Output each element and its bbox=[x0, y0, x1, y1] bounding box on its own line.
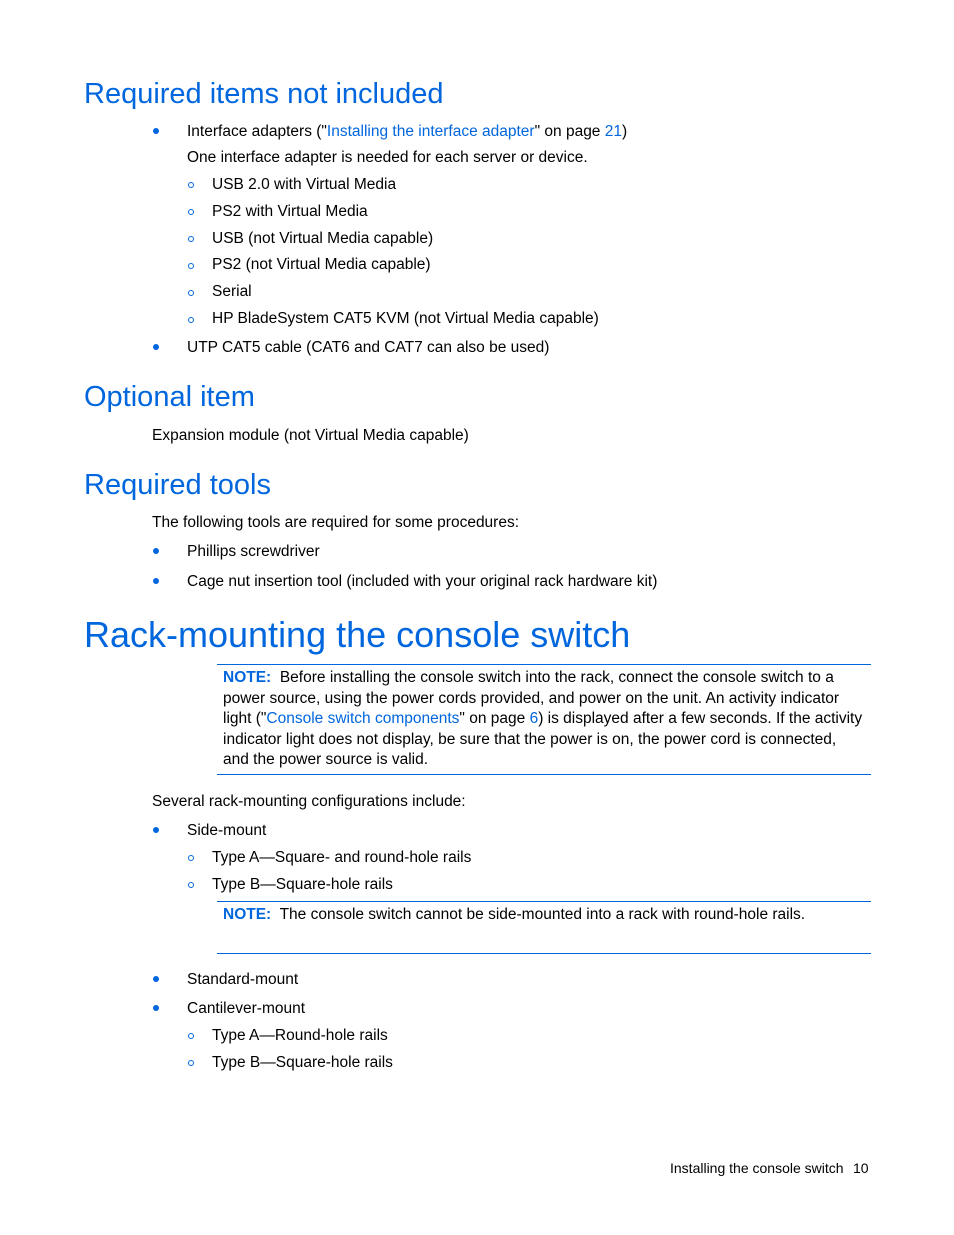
footer-page-number: 10 bbox=[853, 1160, 869, 1176]
list-item: Serial bbox=[212, 283, 252, 300]
list-item-side-mount: Side-mount bbox=[187, 822, 267, 839]
link-page-21[interactable]: 21 bbox=[604, 123, 622, 140]
bullet-icon bbox=[153, 548, 159, 554]
list-item-standard-mount: Standard-mount bbox=[187, 971, 299, 988]
list-item: Type A—Round-hole rails bbox=[212, 1027, 388, 1044]
circle-bullet-icon bbox=[188, 236, 194, 242]
list-item: Cage nut insertion tool (included with your original rack hardware kit) bbox=[187, 573, 658, 590]
list-item-cantilever-mount: Cantilever-mount bbox=[187, 1000, 306, 1017]
link-page-6[interactable]: 6 bbox=[529, 710, 539, 727]
circle-bullet-icon bbox=[188, 882, 194, 888]
list-item-cable: UTP CAT5 cable (CAT6 and CAT7 can also be used) bbox=[187, 339, 550, 356]
link-installing-interface-adapter[interactable]: Installing the interface adapter bbox=[326, 123, 535, 140]
bullet-icon bbox=[153, 827, 159, 833]
text: ) is displayed after a few seconds. If the activity indicator light does not display, be sure that the power is on, the power cord is connected, and the power source is valid. bbox=[223, 710, 863, 768]
note-side-mount bbox=[223, 905, 865, 926]
optional-item-text: Expansion module (not Virtual Media capable) bbox=[152, 427, 469, 444]
footer-chapter: Installing the console switch bbox=[670, 1160, 844, 1176]
note-top-rule bbox=[217, 664, 871, 665]
list-item: PS2 (not Virtual Media capable) bbox=[212, 256, 431, 273]
note-bottom-rule bbox=[217, 953, 871, 954]
text: Before installing the console switch into the rack, connect the console switch to a power source, using the power cords provided, and power on the unit. An activity indicator light (" bbox=[223, 669, 840, 727]
heading-required-items: Required items not included bbox=[84, 78, 444, 110]
circle-bullet-icon bbox=[188, 855, 194, 861]
list-item: HP BladeSystem CAT5 KVM (not Virtual Media capable) bbox=[212, 310, 599, 327]
text: " on page bbox=[459, 710, 530, 727]
required-tools-intro: The following tools are required for some procedures: bbox=[152, 514, 520, 531]
heading-optional-item: Optional item bbox=[84, 381, 255, 413]
text: ) bbox=[622, 123, 628, 140]
note-bottom-rule bbox=[217, 774, 871, 775]
circle-bullet-icon bbox=[188, 290, 194, 296]
heading-rack-mounting: Rack-mounting the console switch bbox=[84, 614, 631, 655]
list-item: PS2 with Virtual Media bbox=[212, 203, 368, 220]
text: The console switch cannot be side-mounted into a rack with round-hole rails. bbox=[279, 906, 806, 923]
list-item: USB 2.0 with Virtual Media bbox=[212, 176, 397, 193]
circle-bullet-icon bbox=[188, 209, 194, 215]
note-label: NOTE: bbox=[223, 669, 272, 686]
note-label: NOTE: bbox=[223, 906, 272, 923]
circle-bullet-icon bbox=[188, 182, 194, 188]
note-top-rule bbox=[217, 901, 871, 902]
text: " on page bbox=[534, 123, 605, 140]
circle-bullet-icon bbox=[188, 317, 194, 323]
circle-bullet-icon bbox=[188, 1060, 194, 1066]
list-item: USB (not Virtual Media capable) bbox=[212, 230, 434, 247]
heading-required-tools: Required tools bbox=[84, 469, 271, 501]
bullet-icon bbox=[153, 128, 159, 134]
bullet-icon bbox=[153, 976, 159, 982]
list-item: Phillips screwdriver bbox=[187, 543, 320, 560]
list-item: Type A—Square- and round-hole rails bbox=[212, 849, 472, 866]
list-item-interface-adapters bbox=[187, 122, 627, 142]
link-console-switch-components[interactable]: Console switch components bbox=[266, 710, 460, 727]
bullet-icon bbox=[153, 344, 159, 350]
rack-mounting-intro: Several rack-mounting configurations include: bbox=[152, 793, 466, 810]
list-item: Type B—Square-hole rails bbox=[212, 1054, 393, 1071]
note-power-on bbox=[223, 668, 865, 771]
bullet-icon bbox=[153, 1005, 159, 1011]
circle-bullet-icon bbox=[188, 263, 194, 269]
list-item: Type B—Square-hole rails bbox=[212, 876, 393, 893]
bullet-icon bbox=[153, 578, 159, 584]
interface-adapter-note: One interface adapter is needed for each server or device. bbox=[187, 149, 588, 166]
circle-bullet-icon bbox=[188, 1033, 194, 1039]
text: Interface adapters (" bbox=[187, 123, 327, 140]
